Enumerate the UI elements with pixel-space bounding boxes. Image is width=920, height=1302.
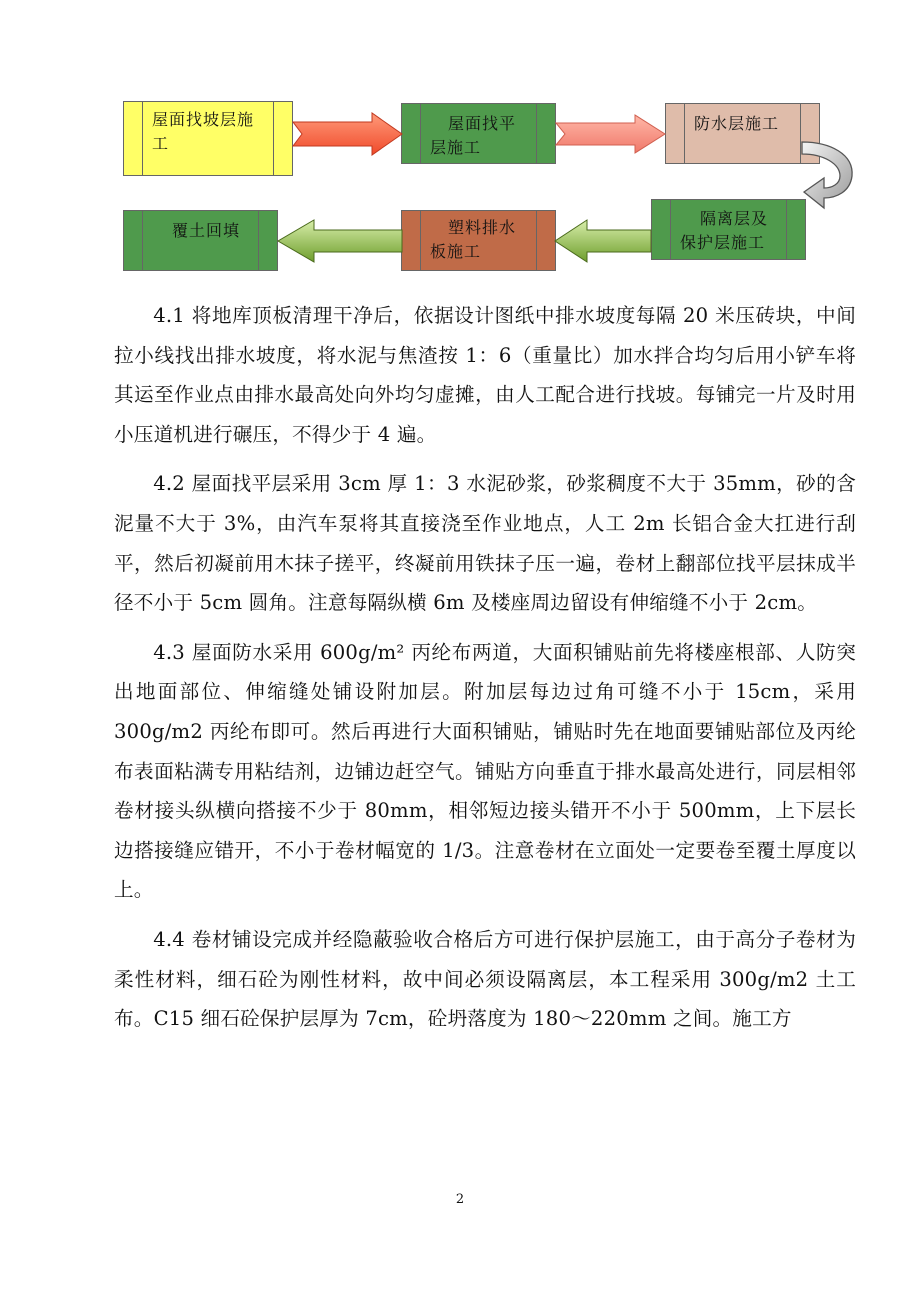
curved-arrow-icon	[800, 136, 858, 214]
step-label-line1: 塑料排水	[448, 218, 517, 237]
arrow-right-icon	[292, 112, 404, 156]
step-plastic-drain-board	[401, 210, 556, 271]
arrow-left-icon	[276, 219, 404, 263]
step-slope-layer	[123, 101, 293, 176]
step-label-line2: 板施工	[430, 242, 482, 261]
step-label-line1: 防水层施工	[694, 114, 780, 133]
step-label-line1: 屋面找坡层施	[152, 110, 255, 129]
body-text	[114, 296, 856, 1039]
page-number: 2	[455, 1192, 465, 1207]
arrow-right-icon	[555, 114, 667, 154]
step-label-line2: 保护层施工	[680, 233, 766, 252]
step-backfill	[123, 210, 278, 271]
paragraph-4-3: 4.3 屋面防水采用 600g/m² 丙纶布两道，大面积铺贴前先将楼座根部、人防突出地面部位、伸缩缝处铺设附加层。附加层每边过角可缝不小于 15cm，采用 300g/m2 丙纶布即可。然后再进行大面积铺贴，铺贴时先在地面要铺贴部位及丙纶布表面粘满专用粘结剂，边铺边赶空气。铺贴方向垂直于排水最高处进行，同层相邻卷材接头纵横向搭接不少于 80mm，相邻短边接头错开不小于 500mm，上下层长边搭接缝应错开，不小于卷材幅宽的 1/3。注意卷材在立面处一定要卷至覆土厚度以上。	[114, 640, 856, 902]
arrow-left-icon	[553, 219, 653, 263]
step-waterproof-layer	[665, 103, 820, 164]
step-label-line1: 覆土回填	[172, 221, 241, 240]
step-label-line2: 工	[152, 134, 170, 153]
paragraph-4-1: 4.1 将地库顶板清理干净后，依据设计图纸中排水坡度每隔 20 米压砖块，中间拉小线找出排水坡度，将水泥与焦渣按 1：6（重量比）加水拌合均匀后用小铲车将其运至作业点由排水最高处向外均匀虚摊，由人工配合进行找坡。每铺完一片及时用小压道机进行碾压，不得少于 4 遍。	[114, 304, 856, 446]
step-label-line1: 隔离层及	[700, 209, 769, 228]
paragraph-4-2: 4.2 屋面找平层采用 3cm 厚 1：3 水泥砂浆，砂浆稠度不大于 35mm，砂的含泥量不大于 3%，由汽车泵将其直接浇至作业地点，人工 2m 长铝合金大扛进行刮平，然后初凝前用木抹子搓平，终凝前用铁抹子压一遍，卷材上翻部位找平层抹成半径不小于 5cm 圆角。注意每隔纵横 6m 及楼座周边留设有伸缩缝不小于 2cm。	[114, 472, 856, 615]
step-leveling-layer	[401, 103, 556, 164]
process-flowchart	[0, 0, 920, 290]
step-label-line1: 屋面找平	[448, 114, 517, 133]
step-label-line2: 层施工	[430, 138, 482, 157]
step-isolation-protection-layer	[651, 199, 806, 260]
paragraph-4-4: 4.4 卷材铺设完成并经隐蔽验收合格后方可进行保护层施工，由于高分子卷材为柔性材料，细石砼为刚性材料，故中间必须设隔离层，本工程采用 300g/m2 土工布。C15 细石砼保护层厚为 7cm，砼坍落度为 180～220mm 之间。施工方	[114, 927, 856, 1031]
